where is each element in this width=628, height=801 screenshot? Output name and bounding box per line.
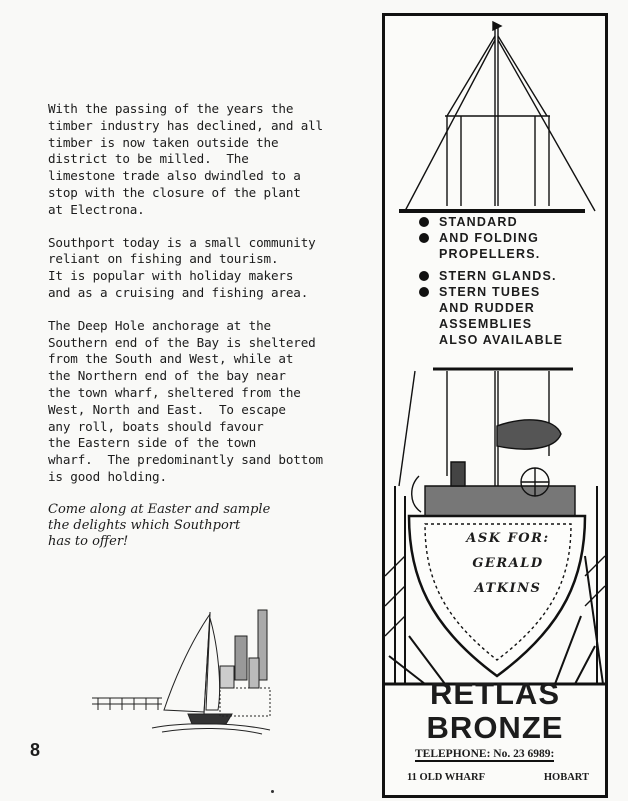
brand-name-line1: RETLAS <box>430 676 560 711</box>
article-column <box>48 101 368 550</box>
address-line <box>407 772 597 783</box>
paragraph-community: Southport today is a small community reliant on fishing and tourism. It is popular with holiday makers and as a cruising and fishing area. <box>48 234 316 300</box>
paragraph-anchorage: The Deep Hole anchorage at the Southern end of the Bay is sheltered from the South and West, while at the Northern end of the bay near the town wharf, sheltered from the West, North and East. To escape any roll, boats should favour the Eastern side of the town wharf. The predominantly sand bottom is good holding. <box>48 317 323 484</box>
ask-for-label: ASK FOR: <box>466 531 550 546</box>
feature-line: AND RUDDER <box>439 301 536 315</box>
page-number: 8 <box>30 740 41 760</box>
street-address: 11 OLD WHARF <box>407 772 485 783</box>
feature-line: ALSO AVAILABLE <box>439 333 564 347</box>
bullet-icon <box>419 233 429 243</box>
bullet-icon <box>419 287 429 297</box>
feature-line: AND FOLDING <box>415 230 603 246</box>
retlas-bronze-advertisement <box>382 13 608 798</box>
brand-name-line2: BRONZE <box>426 710 564 745</box>
sailboat-illustration <box>92 606 272 738</box>
bullet-icon <box>419 271 429 281</box>
feature-line: STANDARD <box>415 214 603 230</box>
feature-line: ASSEMBLIES <box>439 317 533 331</box>
contact-first-name: GERALD <box>472 556 544 571</box>
product-features <box>415 214 603 348</box>
feature-line: PROPELLERS. <box>439 247 541 261</box>
telephone-number: TELEPHONE: No. 23 6989: <box>415 748 555 760</box>
bullet-icon <box>419 217 429 227</box>
paragraph-timber: With the passing of the years the timber industry has declined, and all timber is now taken outside the district to be milled. The limestone trade also dwindled to a stop with the closure of the plant at Electrona. <box>48 101 323 217</box>
contact-last-name: ATKINS <box>474 581 542 596</box>
city-name: HOBART <box>543 772 589 783</box>
feature-line: STERN TUBES <box>415 284 603 300</box>
page-dot <box>271 790 274 793</box>
feature-line: STERN GLANDS. <box>415 268 603 284</box>
easter-invitation: Come along at Easter and sample the delights which Southport has to offer! <box>48 501 271 549</box>
